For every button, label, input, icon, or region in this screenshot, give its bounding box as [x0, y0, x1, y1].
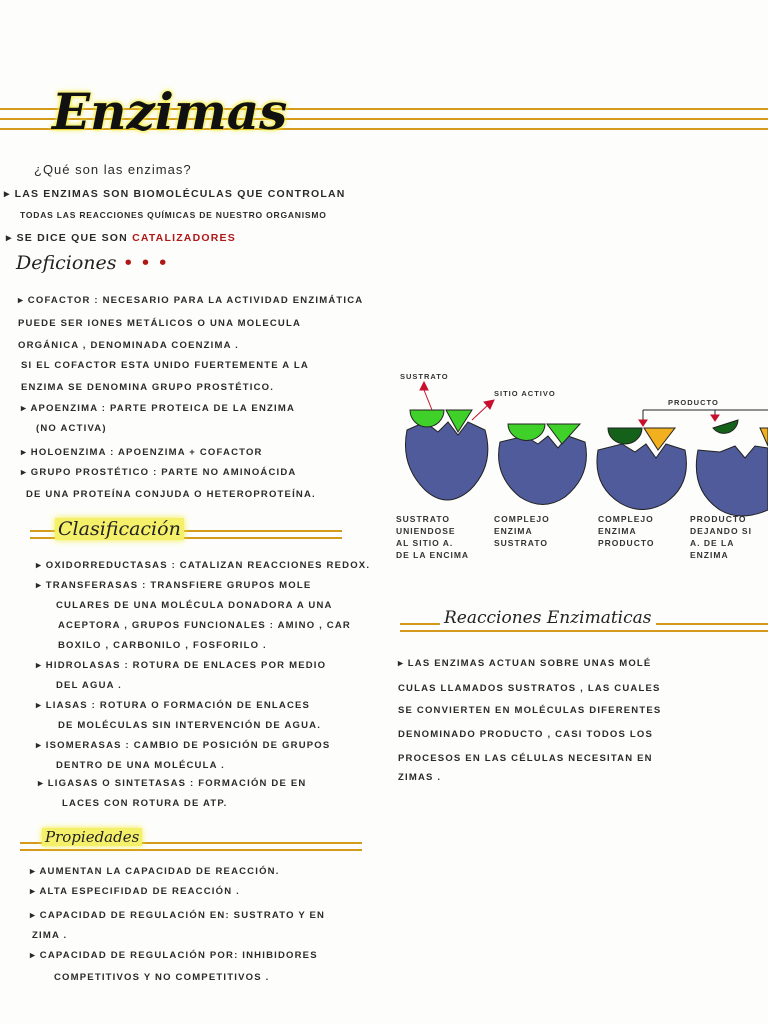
- text-line: SE CONVIERTEN EN MOLÉCULAS DIFERENTES: [398, 705, 662, 716]
- text-line: ▸ HOLOENZIMA : APOENZIMA + COFACTOR: [21, 447, 263, 458]
- section-rule: [400, 630, 768, 632]
- text-line: ▸ APOENZIMA : PARTE PROTEICA DE LA ENZIMA: [21, 403, 296, 414]
- text-line: DE UNA PROTEÍNA CONJUDA O HETEROPROTEÍNA.: [26, 489, 316, 500]
- text-line: DENTRO DE UNA MOLÉCULA .: [56, 760, 226, 771]
- intro-question: ¿Qué son las enzimas?: [34, 162, 192, 177]
- enzyme-body: [499, 436, 587, 505]
- diagram-caption: AL SITIO A.: [396, 538, 454, 548]
- text-line: COMPETITIVOS Y NO COMPETITIVOS .: [54, 972, 270, 983]
- label-sustrato: SUSTRATO: [400, 372, 449, 381]
- diagram-caption: DEJANDO SI: [690, 526, 752, 536]
- enzyme-3: [597, 428, 687, 510]
- enzyme-diagram: [380, 360, 768, 530]
- enzyme-body: [597, 444, 687, 510]
- text-line: DE MOLÉCULAS SIN INTERVENCIÓN DE AGUA.: [58, 720, 322, 731]
- text-line: ▸ AUMENTAN LA CAPACIDAD DE REACCIÓN.: [30, 866, 280, 877]
- text-line: ZIMAS .: [398, 772, 442, 783]
- text-line: ▸ ALTA ESPECIFIDAD DE REACCIÓN .: [30, 886, 240, 897]
- text-line: ▸ CAPACIDAD DE REGULACIÓN EN: SUSTRATO Y EN: [30, 910, 326, 921]
- diagram-caption: PRODUCTO: [690, 514, 747, 524]
- substrate-half-circle: [508, 424, 545, 440]
- heading-text: Reacciones Enzimaticas: [444, 608, 652, 628]
- diagram-caption: DE LA ENCIMA: [396, 550, 470, 560]
- product-half-circle: [608, 428, 642, 444]
- text-line: ▸ TRANSFERASAS : TRANSFIERE GRUPOS MOLE: [36, 580, 312, 591]
- enzyme-body: [696, 446, 768, 516]
- text-line: ▸ OXIDORREDUCTASAS : CATALIZAN REACCIONES REDOX.: [36, 560, 371, 571]
- enzyme-body: [405, 422, 487, 500]
- enzyme-2: [499, 424, 587, 505]
- substrate-half-circle: [410, 410, 444, 427]
- enzyme-1: [405, 410, 487, 500]
- diagram-caption: SUSTRATO: [494, 538, 548, 548]
- text-line: PUEDE SER IONES METÁLICOS O UNA MOLECULA: [18, 318, 302, 329]
- diagram-caption: COMPLEJO: [494, 514, 550, 524]
- text-line: ▸ ISOMERASAS : CAMBIO DE POSICIÓN DE GRUPOS: [36, 740, 331, 751]
- text-line: CULAS LLAMADOS SUSTRATOS , LAS CUALES: [398, 683, 661, 694]
- diagram-caption: PRODUCTO: [598, 538, 655, 548]
- heading-text: Deficiones: [16, 252, 117, 274]
- text-line: ACEPTORA , GRUPOS FUNCIONALES : AMINO , CAR: [58, 620, 351, 631]
- product-triangle: [760, 428, 768, 446]
- text-line: (NO ACTIVA): [36, 423, 107, 434]
- text-line: SI EL COFACTOR ESTA UNIDO FUERTEMENTE A LA: [21, 360, 309, 371]
- label-sitio-activo: SITIO ACTIVO: [494, 389, 556, 398]
- clasificacion-heading: [55, 518, 184, 540]
- text-line: ENZIMA SE DENOMINA GRUPO PROSTÉTICO.: [21, 382, 275, 393]
- intro-text: ▸ SE DICE QUE SON: [6, 232, 133, 244]
- section-rule: [20, 849, 362, 851]
- diagram-caption: SUSTRATO: [396, 514, 450, 524]
- text-line: ▸ LIASAS : ROTURA O FORMACIÓN DE ENLACES: [36, 700, 311, 711]
- page-title: Enzimas: [52, 82, 288, 141]
- text-line: PROCESOS EN LAS CÉLULAS NECESITAN EN: [398, 753, 653, 764]
- heading-dots: • • •: [122, 252, 169, 274]
- diagram-caption: ENZIMA: [598, 526, 637, 536]
- definiciones-heading: [16, 252, 168, 274]
- propiedades-heading: [42, 828, 142, 846]
- text-line: DEL AGUA .: [56, 680, 123, 691]
- diagram-caption: COMPLEJO: [598, 514, 654, 524]
- diagram-caption: UNIENDOSE: [396, 526, 456, 536]
- text-line: DENOMINADO PRODUCTO , CASI TODOS LOS: [398, 729, 654, 740]
- reacciones-heading: [440, 608, 656, 628]
- catalizadores-highlight: CATALIZADORES: [132, 232, 236, 244]
- product-half-circle: [713, 420, 738, 433]
- diagram-caption: ENZIMA: [690, 550, 729, 560]
- text-line: ▸ GRUPO PROSTÉTICO : PARTE NO AMINOÁCIDA: [21, 467, 297, 478]
- text-line: ▸ COFACTOR : NECESARIO PARA LA ACTIVIDAD ENZIMÁTICA: [18, 295, 364, 306]
- text-line: ▸ LAS ENZIMAS ACTUAN SOBRE UNAS MOLÉ: [398, 658, 652, 669]
- text-line: CULARES DE UNA MOLÉCULA DONADORA A UNA: [56, 600, 333, 611]
- enzyme-4: [696, 420, 768, 516]
- label-producto: PRODUCTO: [668, 398, 719, 407]
- intro-line: ▸ LAS ENZIMAS SON BIOMOLÉCULAS QUE CONTROLAN: [4, 188, 346, 200]
- text-line: ▸ LIGASAS O SINTETASAS : FORMACIÓN DE EN: [38, 778, 307, 789]
- diagram-caption: A. DE LA: [690, 538, 735, 548]
- text-line: ▸ HIDROLASAS : ROTURA DE ENLACES POR MEDIO: [36, 660, 327, 671]
- text-line: ORGÁNICA , DENOMINADA COENZIMA .: [18, 340, 240, 351]
- intro-line: TODAS LAS REACCIONES QUÍMICAS DE NUESTRO ORGANISMO: [20, 210, 327, 220]
- text-line: BOXILO , CARBONILO , FOSFORILO .: [58, 640, 267, 651]
- diagram-caption: ENZIMA: [494, 526, 533, 536]
- intro-line: [6, 232, 236, 244]
- text-line: ▸ CAPACIDAD DE REGULACIÓN POR: INHIBIDORES: [30, 950, 318, 961]
- text-line: LACES CON ROTURA DE ATP.: [62, 798, 228, 809]
- text-line: ZIMA .: [32, 930, 68, 941]
- heading-text: Propiedades: [42, 828, 142, 846]
- heading-text: Clasificación: [55, 518, 184, 540]
